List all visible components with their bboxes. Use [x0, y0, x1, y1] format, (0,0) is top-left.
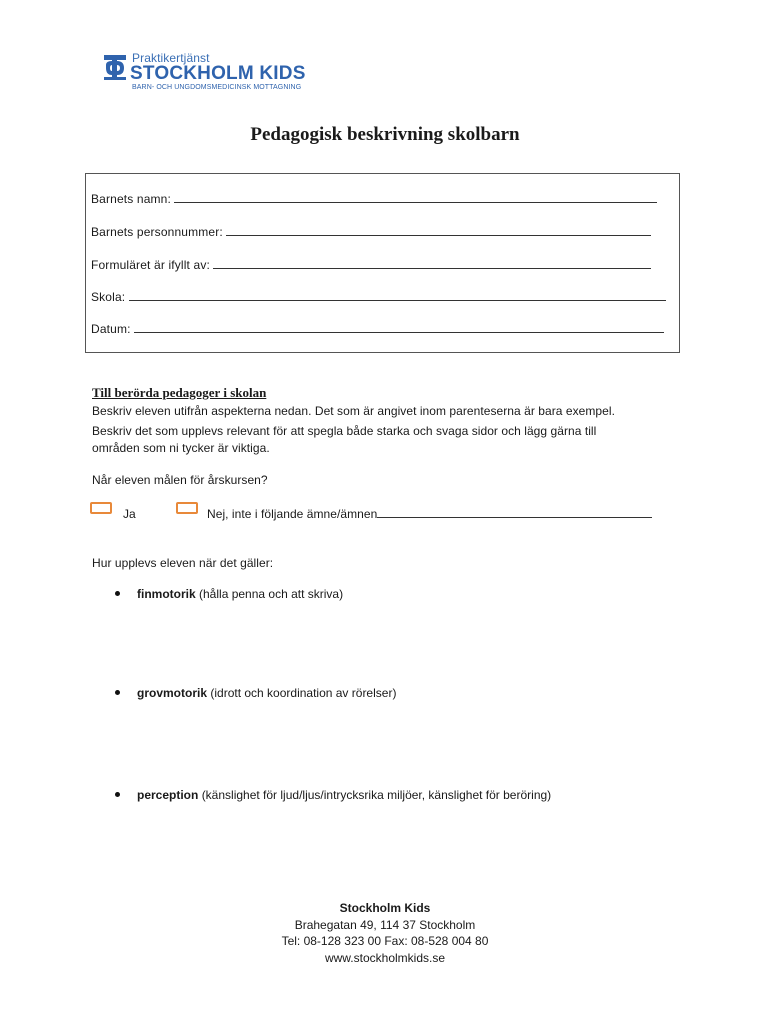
footer-website-link[interactable]: www.stockholmkids.se	[324, 950, 446, 965]
gross-motor-label: grovmotorik	[137, 686, 208, 700]
bullet	[115, 690, 120, 695]
fine-motor-detail: (hålla penna och att skriva)	[199, 587, 344, 601]
no-checkbox[interactable]	[176, 502, 198, 514]
goals-question: Når eleven målen för årskursen?	[92, 473, 268, 487]
experience-question: Hur upplevs eleven när det gäller:	[92, 556, 274, 570]
school-label: Skola:	[91, 290, 126, 304]
date-field[interactable]	[91, 322, 664, 336]
footer	[0, 900, 770, 966]
date-label: Datum:	[91, 322, 131, 336]
yes-label: Ja	[123, 507, 136, 521]
name-label: Barnets namn:	[91, 192, 171, 206]
fine-motor-label: finmotorik	[137, 587, 196, 601]
instruction-line-3: områden som ni tycker är viktiga.	[92, 441, 270, 455]
perception-label: perception	[137, 788, 199, 802]
document-title: Pedagogisk beskrivning skolbarn	[250, 124, 520, 145]
name-input-line[interactable]	[174, 192, 657, 203]
gross-motor-detail: (idrott och koordination av rörelser)	[210, 686, 397, 700]
filled-by-field[interactable]	[91, 258, 651, 272]
instruction-line-2: Beskriv det som upplevs relevant för att spegla både starka och svaga sidor och lägg gärna till	[92, 424, 597, 438]
footer-name: Stockholm Kids	[339, 901, 431, 915]
name-field[interactable]	[91, 192, 657, 206]
perception-detail: (känslighet för ljud/ljus/intrycksrika miljöer, känslighet för beröring)	[201, 788, 552, 802]
logo-main-text: STOCKHOLM KIDS	[130, 63, 306, 84]
personnummer-field[interactable]	[91, 225, 651, 239]
footer-address: Brahegatan 49, 114 37 Stockholm	[294, 917, 476, 932]
subjects-input-line[interactable]	[377, 507, 652, 518]
yes-checkbox[interactable]	[90, 502, 112, 514]
personnummer-input-line[interactable]	[226, 225, 651, 236]
school-input-line[interactable]	[129, 290, 666, 301]
footer-phone: Tel: 08-128 323 00 Fax: 08-528 004 80	[281, 934, 489, 948]
instruction-line-1: Beskriv eleven utifrån aspekterna nedan. Det som är angivet inom parenteserna är bara exempel.	[92, 404, 615, 418]
gross-motor-item	[137, 686, 396, 700]
logo	[102, 50, 306, 94]
school-field[interactable]	[91, 290, 666, 304]
pedagogues-heading: Till berörda pedagoger i skolan	[92, 385, 267, 400]
no-label: Nej, inte i följande ämne/ämnen	[207, 507, 378, 521]
bullet	[115, 591, 120, 596]
date-input-line[interactable]	[134, 322, 664, 333]
logo-top-text: Praktikertjänst	[132, 51, 210, 65]
praktikertjanst-logo-icon	[102, 53, 128, 81]
fine-motor-item	[137, 587, 343, 601]
no-field[interactable]	[207, 507, 652, 521]
logo-subtitle: BARN- OCH UNGDOMSMEDICINSK MOTTAGNING	[132, 84, 302, 91]
filled-by-input-line[interactable]	[213, 258, 651, 269]
bullet	[115, 792, 120, 797]
filled-by-label: Formuläret är ifyllt av:	[91, 258, 210, 272]
perception-item	[137, 788, 551, 802]
personnummer-label: Barnets personnummer:	[91, 225, 223, 239]
